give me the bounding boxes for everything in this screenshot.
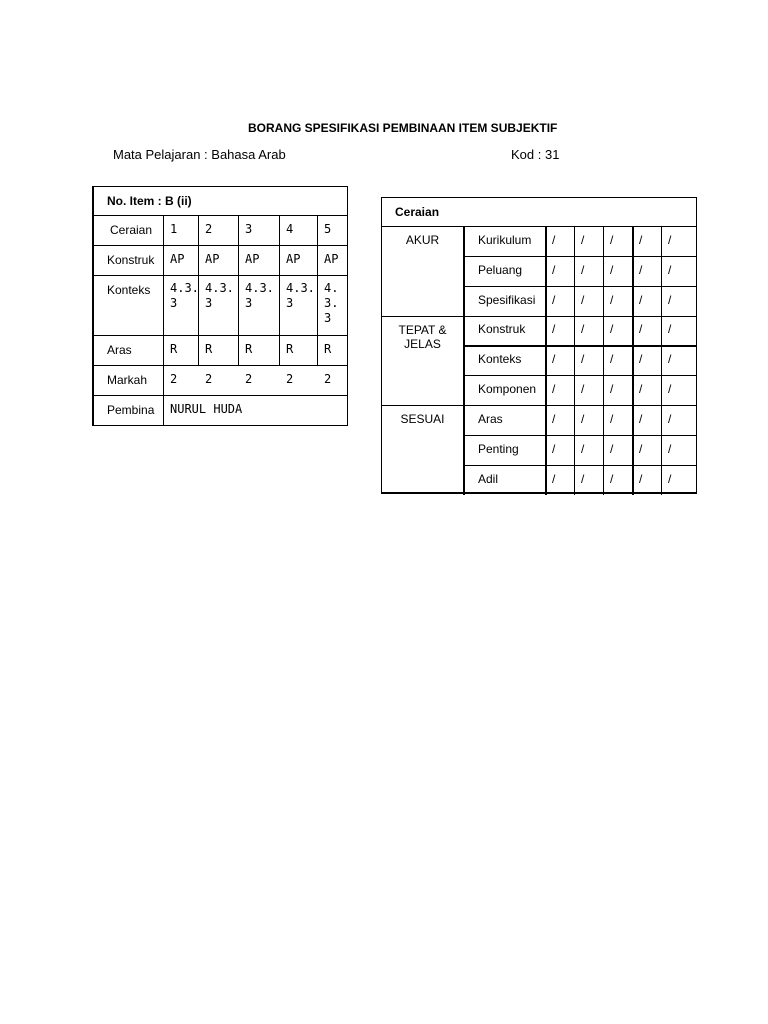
check-mark: / <box>639 293 643 307</box>
markah-cell: 2 <box>324 372 332 386</box>
ceraian-cell: 1 <box>170 222 178 236</box>
check-mark: / <box>581 293 585 307</box>
konteks-cell: 4.3. 3 <box>205 281 234 310</box>
check-mark: / <box>639 233 643 247</box>
check-mark: / <box>639 412 643 426</box>
check-mark: / <box>552 442 556 456</box>
konteks-label: Konteks <box>107 283 151 297</box>
check-mark: / <box>639 442 643 456</box>
konstruk-cell: AP <box>245 252 260 266</box>
check-mark: / <box>581 322 585 336</box>
aras-cell: R <box>286 342 294 356</box>
markah-label: Markah <box>107 373 148 387</box>
pembina-value: NURUL HUDA <box>170 402 243 416</box>
ceraian-cell: 4 <box>286 222 294 236</box>
check-mark: / <box>668 322 672 336</box>
code-label: Kod : 31 <box>511 147 560 162</box>
check-mark: / <box>668 412 672 426</box>
criterion-aras: Aras <box>478 412 503 426</box>
criterion-konstruk: Konstruk <box>478 322 526 336</box>
check-mark: / <box>668 442 672 456</box>
check-mark: / <box>668 472 672 486</box>
check-mark: / <box>552 412 556 426</box>
konstruk-cell: AP <box>205 252 220 266</box>
check-mark: / <box>581 263 585 277</box>
check-mark: / <box>668 293 672 307</box>
criterion-spesifikasi: Spesifikasi <box>478 293 536 307</box>
check-mark: / <box>552 382 556 396</box>
check-mark: / <box>639 322 643 336</box>
check-mark: / <box>668 352 672 366</box>
check-mark: / <box>552 293 556 307</box>
ceraian-cell: 2 <box>205 222 213 236</box>
criterion-adil: Adil <box>478 472 499 486</box>
criterion-kurikulum: Kurikulum <box>478 233 532 247</box>
check-mark: / <box>552 472 556 486</box>
check-mark: / <box>610 322 614 336</box>
konstruk-cell: AP <box>170 252 185 266</box>
ceraian-cell: 5 <box>324 222 332 236</box>
check-mark: / <box>610 352 614 366</box>
check-mark: / <box>610 233 614 247</box>
check-mark: / <box>639 263 643 277</box>
check-mark: / <box>639 472 643 486</box>
check-mark: / <box>581 412 585 426</box>
check-mark: / <box>552 352 556 366</box>
konstruk-label: Konstruk <box>107 253 155 267</box>
item-spec-table <box>92 186 348 426</box>
check-mark: / <box>581 352 585 366</box>
markah-cell: 2 <box>170 372 178 386</box>
item-number: No. Item : B (ii) <box>107 194 192 208</box>
konteks-cell: 4.3. 3 <box>245 281 274 310</box>
check-mark: / <box>581 442 585 456</box>
check-mark: / <box>668 233 672 247</box>
check-mark: / <box>581 472 585 486</box>
check-mark: / <box>552 233 556 247</box>
check-mark: / <box>610 472 614 486</box>
check-mark: / <box>610 412 614 426</box>
review-checklist-table <box>381 197 697 494</box>
aras-cell: R <box>205 342 213 356</box>
aras-cell: R <box>245 342 253 356</box>
check-mark: / <box>581 382 585 396</box>
check-mark: / <box>668 382 672 396</box>
aras-cell: R <box>324 342 332 356</box>
konteks-cell: 4.3. 3 <box>170 281 199 310</box>
ceraian-cell: 3 <box>245 222 253 236</box>
check-mark: / <box>552 263 556 277</box>
group-tepat-jelas: TEPAT & JELAS <box>398 323 447 351</box>
check-mark: / <box>610 442 614 456</box>
check-mark: / <box>581 233 585 247</box>
subject-label: Mata Pelajaran : Bahasa Arab <box>113 147 286 162</box>
aras-cell: R <box>170 342 178 356</box>
criterion-penting: Penting <box>478 442 519 456</box>
group-akur: AKUR <box>405 233 440 247</box>
pembina-label: Pembina <box>107 403 155 417</box>
konteks-cell: 4. 3. 3 <box>324 281 339 325</box>
konstruk-cell: AP <box>324 252 339 266</box>
markah-cell: 2 <box>245 372 253 386</box>
criterion-peluang: Peluang <box>478 263 523 277</box>
konstruk-cell: AP <box>286 252 301 266</box>
markah-cell: 2 <box>205 372 213 386</box>
check-mark: / <box>639 382 643 396</box>
form-title: BORANG SPESIFIKASI PEMBINAAN ITEM SUBJEKTIF <box>248 121 558 135</box>
aras-label: Aras <box>107 343 132 357</box>
group-sesuai: SESUAI <box>400 412 445 426</box>
check-mark: / <box>552 322 556 336</box>
markah-cell: 2 <box>286 372 294 386</box>
check-mark: / <box>668 263 672 277</box>
konteks-cell: 4.3. 3 <box>286 281 315 310</box>
criterion-konteks: Konteks <box>478 352 522 366</box>
check-mark: / <box>610 382 614 396</box>
check-mark: / <box>610 263 614 277</box>
check-mark: / <box>639 352 643 366</box>
ceraian-label: Ceraian <box>110 223 153 237</box>
check-mark: / <box>610 293 614 307</box>
ceraian-header: Ceraian <box>395 205 440 219</box>
criterion-komponen: Komponen <box>478 382 537 396</box>
